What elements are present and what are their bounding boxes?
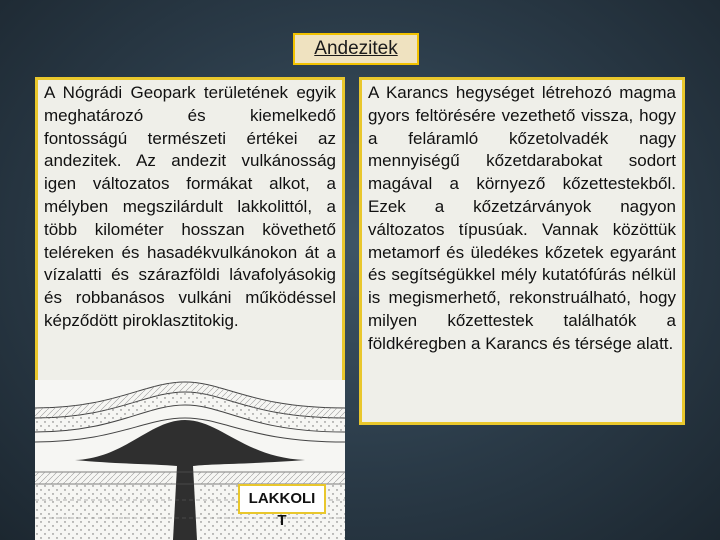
left-paragraph: A Nógrádi Geopark területének egyik meghatározó és kiemelkedő fontosságú természeti értékei az andezitek. Az andezit vulkánosság igen változatos formákat alkot, a mélyben megszilárdult lakkolittól, a több kilométer hosszan követhető teléreken és hasadékvulkánokon át a vízalatti és szárazföldi lávafolyásokig és robbanásos vulkáni működéssel képződött piroklasztitokig.	[44, 83, 336, 330]
left-text-panel	[35, 77, 345, 383]
slide-title: Andezitek	[293, 33, 419, 65]
laccolith-label: LAKKOLI	[238, 484, 326, 514]
laccolith-label-overflow: T	[277, 512, 287, 529]
right-text-panel	[359, 77, 685, 425]
right-paragraph: A Karancs hegységet létrehozó magma gyors feltörésére vezethető vissza, hogy a feláramló kőzetolvadék nagy mennyiségű kőzetdarabokat sodort magával a környező kőzettestekből. Ezek a kőzetzárványok nagyon változatos típusúak. Vannak közöttük metamorf és üledékes kőzetek egyaránt és segítségükkel mély kutatófúrás nélkül is megismerhető, rekonstruálható, hogy milyen kőzettestek találhatók a földkéregben a Karancs és térsége alatt.	[368, 83, 676, 353]
